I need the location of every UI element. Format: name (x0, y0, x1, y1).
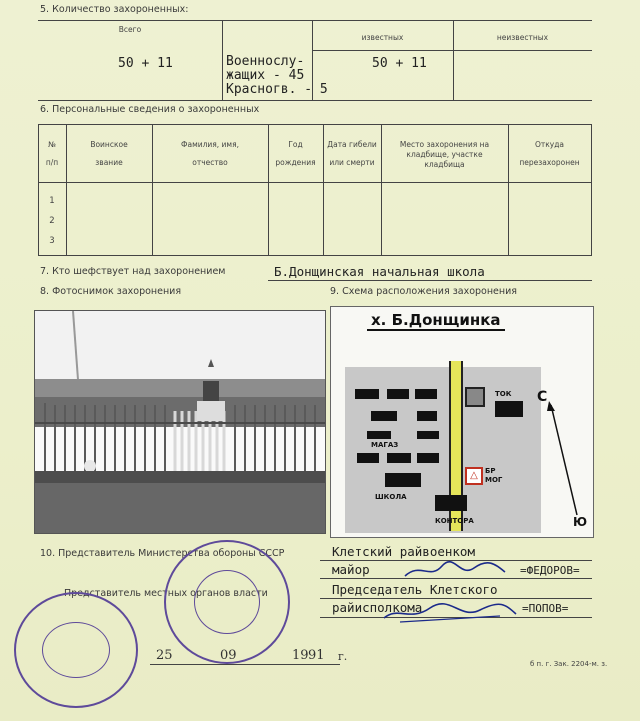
grave-label-2: МОГ (485, 476, 503, 484)
south-label: Ю (573, 515, 588, 529)
row-number: 2 (49, 216, 55, 226)
print-note: б п. г. Зак. 2204-м. з. (530, 660, 608, 668)
col-total-header: Всего (118, 25, 142, 34)
date-month: 09 (220, 648, 237, 663)
row-number: 1 (49, 196, 55, 206)
section8-title: 8. Фотоснимок захоронения (40, 286, 182, 297)
north-label: С (537, 389, 548, 405)
header-num-bottom: п/п (45, 158, 59, 167)
section6-title: 6. Персональные сведения о захороненных (40, 104, 260, 115)
military-rep-rank: майор (332, 562, 370, 577)
header-death-top: Дата гибели (327, 140, 377, 149)
grave-label-1: БР (485, 467, 496, 475)
local-rep-org-2: райисполкома (332, 600, 423, 615)
table5-bottom-border (38, 100, 592, 101)
section9-title: 9. Схема расположения захоронения (330, 286, 518, 297)
col-unknown-header: неизвестных (496, 33, 549, 42)
local-rep-org-1: Председатель Клетского (332, 582, 498, 597)
header-death-bottom: или смерти (329, 158, 375, 167)
military-commissariat-seal (164, 540, 290, 664)
date-year-prefix: 19 (292, 648, 309, 663)
header-rank-bottom: звание (95, 158, 123, 167)
table5-divider (453, 20, 454, 100)
table6-bottom-border (38, 255, 592, 256)
military-rep-name: =ФЕДОРОВ= (520, 564, 580, 577)
patron-underline (268, 280, 592, 281)
col-known-header: известных (361, 33, 404, 42)
header-from-top: Откуда (534, 140, 565, 149)
burial-photo (34, 310, 326, 534)
municipal-seal-inner-ring (42, 622, 110, 678)
table5-top-border (38, 20, 592, 21)
header-num-top: № (48, 140, 56, 149)
known-buried-value: 50 + 11 (372, 56, 427, 71)
school-label: ШКОЛА (375, 493, 407, 501)
military-seal-inner-ring (194, 570, 260, 634)
patron-organization: Б.Донщинская начальная школа (274, 264, 485, 279)
section10-title: 10. Представитель Министерства обороны СССР (40, 548, 285, 559)
military-rep-signature-icon (400, 558, 510, 582)
header-place-line: кладбище, участке (406, 150, 483, 159)
local-rep-signature-icon (380, 596, 520, 626)
date-year: 91 (308, 648, 325, 663)
section7-title: 7. Кто шефствует над захоронением (40, 266, 226, 277)
local-rep-name: =ПОПОВ= (522, 602, 569, 615)
office-label: КОНТОРА (435, 517, 474, 525)
date-underline (150, 664, 340, 665)
table6-divider (591, 124, 592, 255)
burial-location-scheme (330, 306, 594, 538)
section11-title: Представитель местных органов власти (64, 588, 268, 599)
mass-grave-marker-icon: △ (465, 467, 483, 485)
section5-title: 5. Количество захороненных: (40, 4, 189, 15)
header-rank-top: Воинское (90, 140, 128, 149)
military-line: Военнослу- (226, 54, 305, 69)
header-birth-top: Год (288, 140, 303, 149)
military-line: Красногв. - 5 (226, 82, 328, 97)
date-suffix: г. (338, 650, 348, 663)
military-count (226, 55, 328, 97)
header-birth-bottom: рождения (275, 158, 316, 167)
header-name-top: Фамилия, имя, (181, 140, 239, 149)
table5-divider (222, 20, 223, 100)
row-number: 3 (49, 236, 55, 246)
compass-arrow-icon (331, 307, 593, 537)
tok-label: ТОК (495, 390, 512, 398)
header-name-bottom: отчество (192, 158, 228, 167)
military-line: жащих - 45 (226, 68, 305, 83)
municipal-seal (14, 592, 138, 708)
table5-subheader-border (312, 50, 592, 51)
burial-photo-image (35, 311, 325, 533)
header-from-bottom: перезахоронен (519, 158, 580, 167)
village-name: х. Б.Донщинка (367, 311, 505, 331)
military-rep-org: Клетский райвоенком (332, 544, 475, 559)
total-buried-value: 50 + 11 (118, 56, 173, 71)
header-place-line: Место захоронения на (399, 140, 490, 149)
shop-label: МАГАЗ (371, 441, 399, 449)
header-place-line: кладбища (424, 160, 465, 169)
date-day: 25 (156, 648, 173, 663)
